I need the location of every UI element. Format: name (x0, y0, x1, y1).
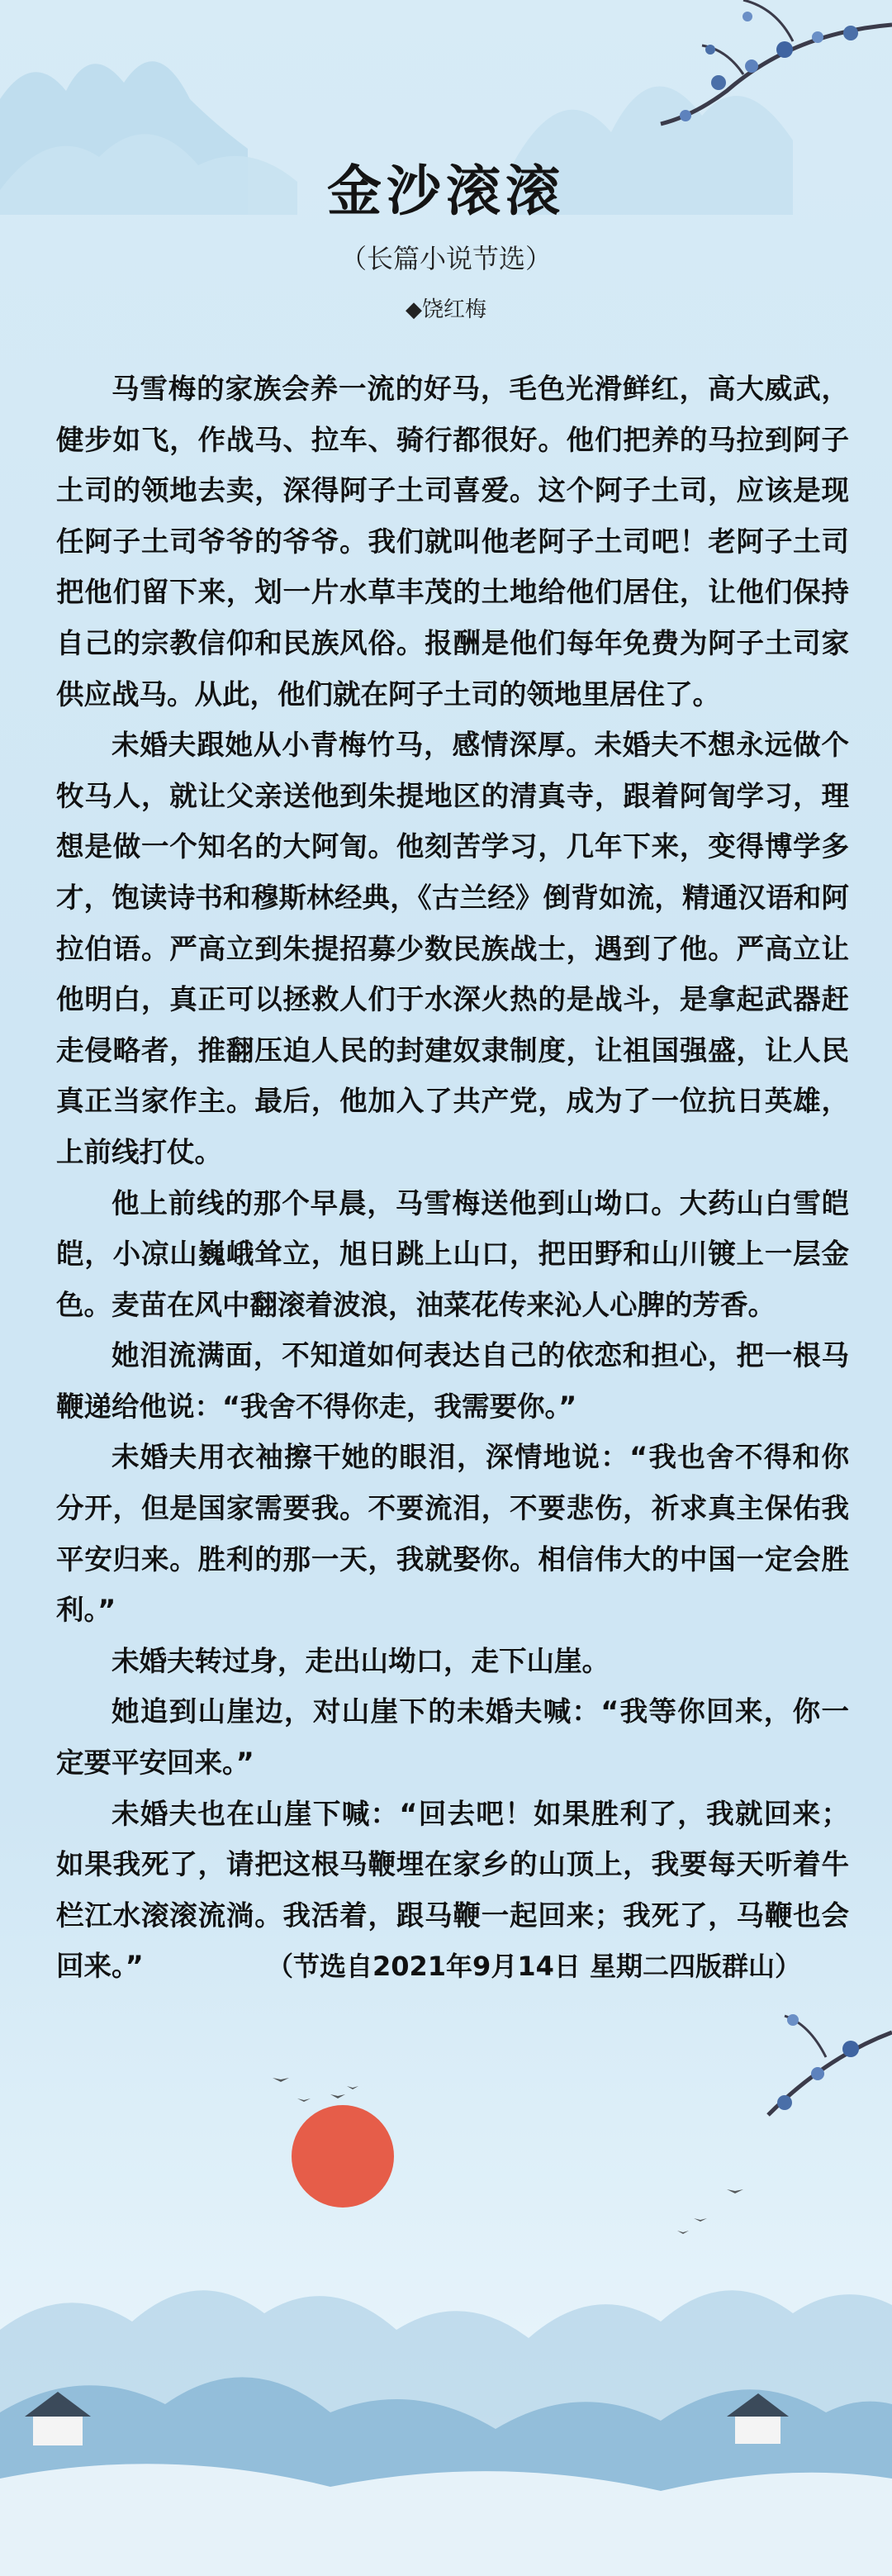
bottom-landscape-illustration (0, 1983, 892, 2576)
paragraph: 马雪梅的家族会养一流的好马，毛色光滑鲜红，高大威武，健步如飞，作战马、拉车、骑行都很好。他们把养的马拉到阿子土司的领地去卖，深得阿子土司喜爱。这个阿子土司，应该是现任阿子土司爷爷的爷爷。我们就叫他老阿子土司吧！老阿子土司把他们留下来，划一片水草丰茂的土地给他们居住，让他们保持自己的宗教信仰和民族风俗。报酬是他们每年免费为阿子土司家供应战马。从此，他们就在阿子土司的领地里居住了。 (56, 373, 849, 711)
paragraph: 未婚夫跟她从小青梅竹马，感情深厚。未婚夫不想永远做个牧马人，就让父亲送他到朱提地区的清真寺，跟着阿訇学习，理想是做一个知名的大阿訇。他刻苦学习，几年下来，变得博学多才，饱读诗书和穆斯林经典，《古兰经》倒背如流，精通汉语和阿拉伯语。严高立到朱提招募少数民族战士，遇到了他。严高立让他明白，真正可以拯救人们于水深火热的是战斗，是拿起武器赶走侵略者，推翻压迫人民的封建奴隶制度，让祖国强盛，让人民真正当家作主。最后，他加入了共产党，成为了一位抗日英雄，上前线打仗。 (56, 729, 849, 1168)
sun-icon (292, 2105, 394, 2208)
article-subtitle: （长篇小说节选） (339, 243, 552, 274)
article-source: （节选自2021年9月14日 星期二四版群山） (266, 1951, 801, 1982)
paragraph: 未婚夫转过身，走出山坳口，走下山崖。 (112, 1644, 610, 1677)
article-body (56, 364, 849, 1992)
article-author: ◆饶红梅 (406, 297, 486, 322)
paragraph: 她追到山崖边，对山崖下的未婚夫喊：“我等你回来，你一定要平安回来。” (56, 1695, 849, 1780)
paragraph: 她泪流满面，不知道如何表达自己的依恋和担心，把一根马鞭递给他说：“我舍不得你走，我需要你。” (56, 1339, 849, 1423)
plum-branch-icon (661, 0, 892, 124)
plum-branch-icon (768, 2014, 892, 2115)
paragraph: 未婚夫也在山崖下喊：“回去吧！如果胜利了，我就回来；如果我死了，请把这根马鞭埋在家乡的山顶上，我要每天听着牛栏江水滚滚流淌。我活着，跟马鞭一起回来；我死了，马鞭也会回来。” (56, 1797, 849, 1983)
paragraph: 未婚夫用衣袖擦干她的眼泪，深情地说：“我也舍不得和你分开，但是国家需要我。不要流泪，不要悲伤，祈求真主保佑我平安归来。胜利的那一天，我就娶你。相信伟大的中国一定会胜利。” (56, 1441, 849, 1627)
article-title: 金沙滚滚 (327, 159, 565, 223)
paragraph: 他上前线的那个早晨，马雪梅送他到山坳口。大药山白雪皑皑，小凉山巍峨耸立，旭日跳上山口，把田野和山川镀上一层金色。麦苗在风中翻滚着波浪，油菜花传来沁人心脾的芳香。 (56, 1186, 849, 1321)
